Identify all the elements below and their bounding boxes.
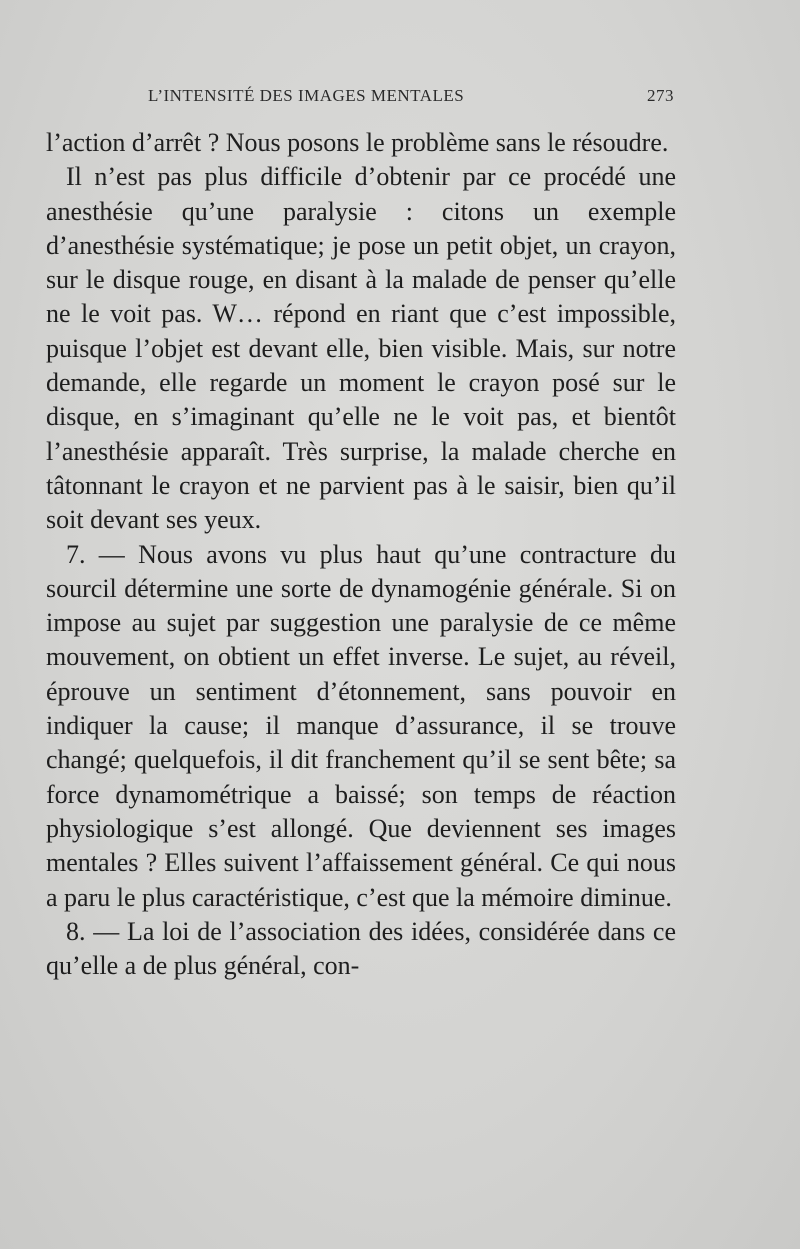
body-text — [46, 126, 676, 983]
running-title: L’INTENSITÉ DES IMAGES MENTALES — [148, 86, 465, 105]
page-number: 273 — [647, 86, 674, 105]
running-head — [148, 86, 674, 112]
paragraph-4: 8. — La loi de l’association des idées, considérée dans ce qu’elle a de plus général, con- — [46, 916, 676, 981]
paragraph-1: l’action d’arrêt ? Nous posons le problème sans le résoudre. — [46, 128, 669, 157]
paragraph-3: 7. — Nous avons vu plus haut qu’une contracture du sourcil détermine une sorte de dynamogénie générale. Si on impose au sujet par suggestion une paralysie de ce même mouvement, on obtient un effet inverse. Le sujet, au réveil, éprouve un sentiment d’étonnement, sans pouvoir en indiquer la cause; il manque d’assurance, il se trouve changé; quelquefois, il dit franchement qu’il se sent bête; sa force dynamométrique a baissé; son temps de réaction physiologique s’est allongé. Que deviennent ses images mentales ? Elles suivent l’affaissement général. Ce qui nous a paru le plus caractéristique, c’est que la mémoire diminue. — [46, 539, 676, 912]
paragraph-2: Il n’est pas plus difficile d’obtenir par ce procédé une anesthésie qu’une paralysie : citons un exemple d’anesthésie systématique; je pose un petit objet, un crayon, sur le disque rouge, en disant à la malade de penser qu’elle ne le voit pas. W… répond en riant que c’est impossible, puisque l’objet est devant elle, bien visible. Mais, sur notre demande, elle regarde un moment le crayon posé sur le disque, en s’imaginant qu’elle ne le voit pas, et bientôt l’anesthésie apparaît. Très surprise, la malade cherche en tâtonnant le crayon et ne parvient pas à le saisir, bien qu’il soit devant ses yeux. — [46, 162, 676, 535]
